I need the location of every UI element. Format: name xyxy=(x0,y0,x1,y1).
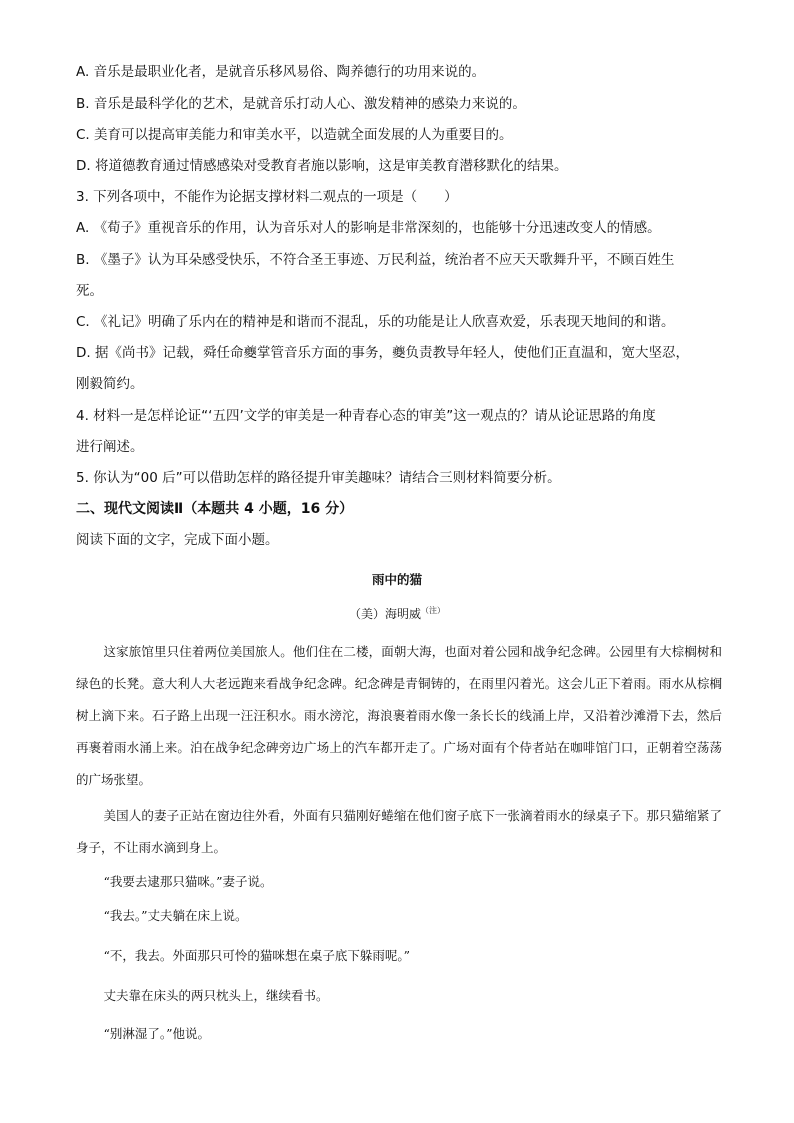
option-b-q2: B. 音乐是最科学化的艺术，是就音乐打动人心、激发精神的感染力来说的。 xyxy=(76,96,526,112)
option-a-q2: A. 音乐是最职业化者，是就音乐移风易俗、陶养德行的功用来说的。 xyxy=(76,64,486,80)
question-4-line1: 4. 材料一是怎样论证“‘五四’文学的审美是一种青春心态的审美”这一观点的？请从论证思路的角度 xyxy=(76,408,656,424)
option-c-q2: C. 美育可以提高审美能力和审美水平，以造就全面发展的人为重要目的。 xyxy=(76,127,513,143)
option-b-q3-line2: 死。 xyxy=(76,283,103,299)
option-c-q3: C. 《礼记》明确了乐内在的精神是和谐而不混乱，乐的功能是让人欣喜欢爱，乐表现天地间的和谐。 xyxy=(76,314,675,330)
story-author xyxy=(0,605,794,622)
author-name: （美）海明威 xyxy=(348,607,421,621)
story-paragraph-7: “别淋湿了。”他说。 xyxy=(103,1026,211,1041)
option-d-q2: D. 将道德教育通过情感感染对受教育者施以影响，这是审美教育潜移默化的结果。 xyxy=(76,158,568,174)
story-paragraph-5: “不，我去。外面那只可怜的猫咪想在桌子底下躲雨呢。” xyxy=(103,948,411,963)
story-paragraph-1: 这家旅馆里只住着两位美国旅人。他们住在二楼，面朝大海，也面对着公园和战争纪念碑。公园里有大棕榈树和绿色的长凳。意大利人大老远跑来看战争纪念碑。纪念碑是青铜铸的，在雨里闪着光。这会儿正下着雨。雨水从棕榈树上滴下来。石子路上出现一汪汪积水。雨水滂沱，海浪裹着雨水像一条长长的线涌上岸，又沿着沙滩滑下去，然后再裹着雨水涌上来。泊在战争纪念碑旁边广场上的汽车都开走了。广场对面有个侍者站在咖啡馆门口，正朝着空荡荡的广场张望。 xyxy=(76,644,722,787)
section-heading: 二、现代文阅读Ⅱ（本题共 4 小题，16 分） xyxy=(76,501,354,517)
question-4-line2: 进行阐述。 xyxy=(76,439,144,455)
story-paragraph-2: 美国人的妻子正站在窗边往外看，外面有只猫刚好蜷缩在他们窗子底下一张滴着雨水的绿桌子下。那只猫缩紧了身子，不让雨水滴到身上。 xyxy=(76,808,722,855)
story-title: 雨中的猫 xyxy=(371,572,422,587)
option-a-q3: A. 《荀子》重视音乐的作用，认为音乐对人的影响是非常深刻的，也能够十分迅速改变人的情感。 xyxy=(76,220,661,236)
option-b-q3-line1: B. 《墨子》认为耳朵感受快乐，不符合圣王事迹、万民利益，统治者不应天天歌舞升平，不顾百姓生 xyxy=(76,252,675,268)
story-paragraph-3: “我要去逮那只猫咪。”妻子说。 xyxy=(103,874,273,889)
question-5: 5. 你认为“00 后”可以借助怎样的路径提升审美趣味？请结合三则材料简要分析。 xyxy=(76,470,561,486)
story-paragraph-6: 丈夫靠在床头的两只枕头上，继续看书。 xyxy=(103,988,329,1003)
reading-instruction: 阅读下面的文字，完成下面小题。 xyxy=(76,532,279,548)
author-note-marker: （注） xyxy=(421,606,445,615)
option-d-q3-line1: D. 据《尚书》记载，舜任命夔掌管音乐方面的事务，夔负责教导年轻人，使他们正直温和，宽大坚忍， xyxy=(76,345,689,361)
option-d-q3-line2: 刚毅简约。 xyxy=(76,376,144,392)
question-3: 3. 下列各项中，不能作为论据支撑材料二观点的一项是（ ） xyxy=(76,189,458,205)
story-paragraph-4: “我去。”丈夫躺在床上说。 xyxy=(103,908,248,923)
